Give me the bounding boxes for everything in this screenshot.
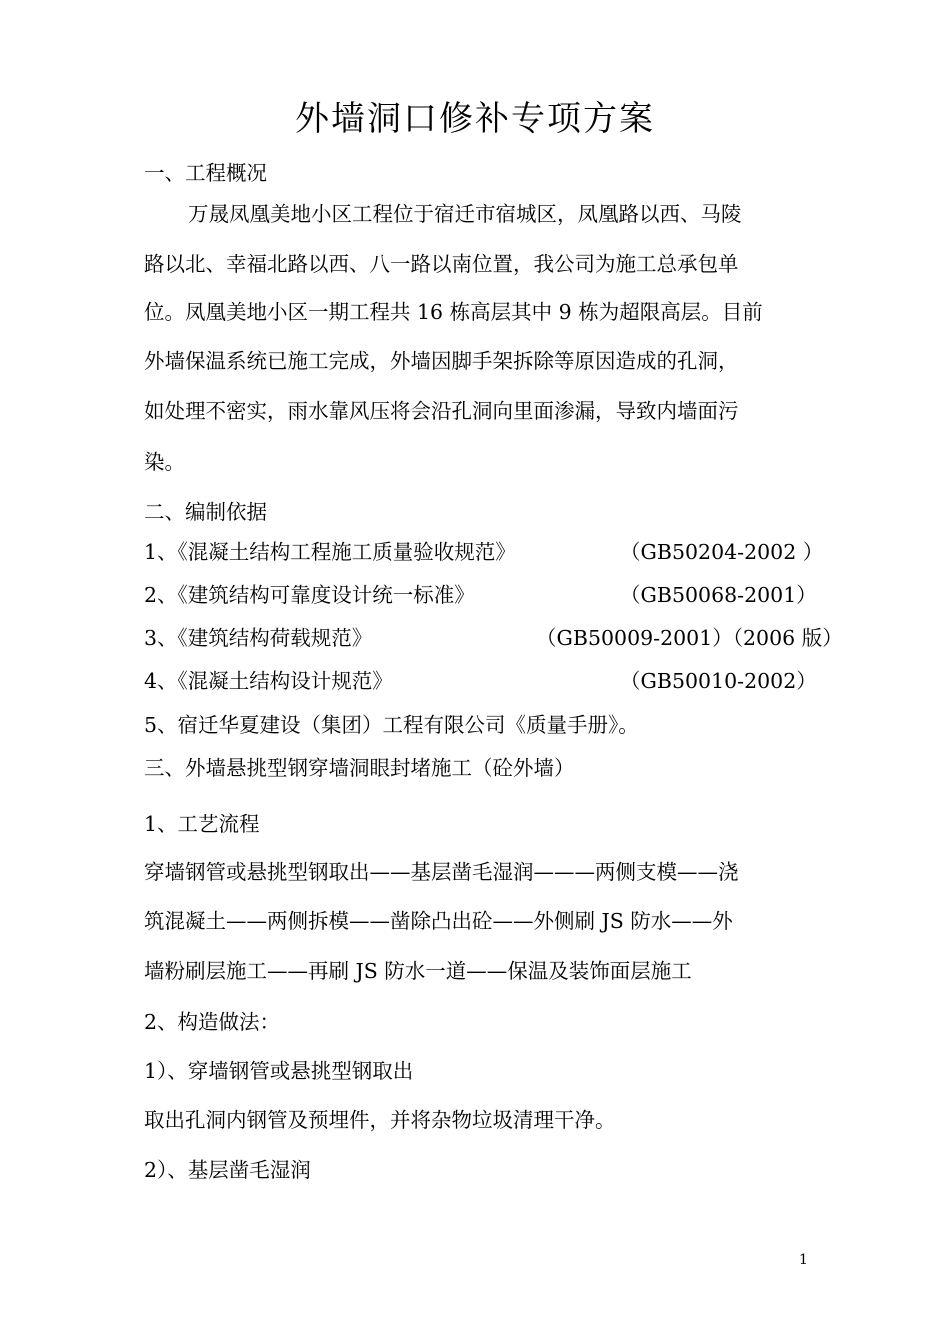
document-title: 外墙洞口修补专项方案 [295, 99, 655, 139]
reference-name: 5、宿迁华夏建设（集团）工程有限公司《质量手册》。 [144, 713, 639, 737]
reference-code: （GB50009-2001）（2006 版） [536, 626, 843, 650]
paragraph-line: 位。凤凰美地小区一期工程共 16 栋高层其中 9 栋为超限高层。目前 [144, 300, 763, 324]
reference-name: 1、《混凝土结构工程施工质量验收规范》 [144, 540, 516, 564]
paragraph-line: 万晟凤凰美地小区工程位于宿迁市宿城区，凤凰路以西、马陵 [188, 202, 742, 226]
reference-name: 4、《混凝土结构设计规范》 [144, 669, 393, 693]
section-heading-overview: 一、工程概况 [144, 161, 267, 185]
reference-name: 2、《建筑结构可靠度设计统一标准》 [144, 583, 475, 607]
process-flow-line: 筑混凝土——两侧拆模——凿除凸出砼——外侧刷 JS 防水——外 [144, 909, 733, 933]
reference-code: （GB50068-2001） [620, 583, 817, 607]
step-heading: 1）、穿墙钢管或悬挑型钢取出 [144, 1059, 414, 1083]
reference-code: （GB50204-2002 ） [620, 540, 824, 564]
paragraph-line: 外墙保温系统已施工完成，外墙因脚手架拆除等原因造成的孔洞， [144, 349, 739, 373]
step-heading: 2）、基层凿毛湿润 [144, 1158, 311, 1182]
process-flow-line: 穿墙钢管或悬挑型钢取出——基层凿毛湿润———两侧支模——浇 [144, 860, 739, 884]
page-number: 1 [799, 1252, 808, 1268]
reference-name: 3、《建筑结构荷载规范》 [144, 626, 373, 650]
subheading-method: 2、构造做法： [144, 1010, 281, 1034]
reference-code: （GB50010-2002） [620, 669, 817, 693]
section-heading-construction: 三、外墙悬挑型钢穿墙洞眼封堵施工（砼外墙） [144, 756, 575, 780]
paragraph-line: 路以北、幸福北路以西、八一路以南位置，我公司为施工总承包单 [144, 252, 739, 276]
subheading-process: 1、工艺流程 [144, 812, 260, 836]
section-heading-basis: 二、编制依据 [144, 500, 267, 524]
step-text: 取出孔洞内钢管及预埋件，并将杂物垃圾清理干净。 [144, 1108, 616, 1132]
paragraph-line: 染。 [144, 450, 185, 474]
paragraph-line: 如处理不密实，雨水靠风压将会沿孔洞向里面渗漏，导致内墙面污 [144, 399, 739, 423]
process-flow-line: 墙粉刷层施工——再刷 JS 防水一道——保温及装饰面层施工 [144, 959, 692, 983]
